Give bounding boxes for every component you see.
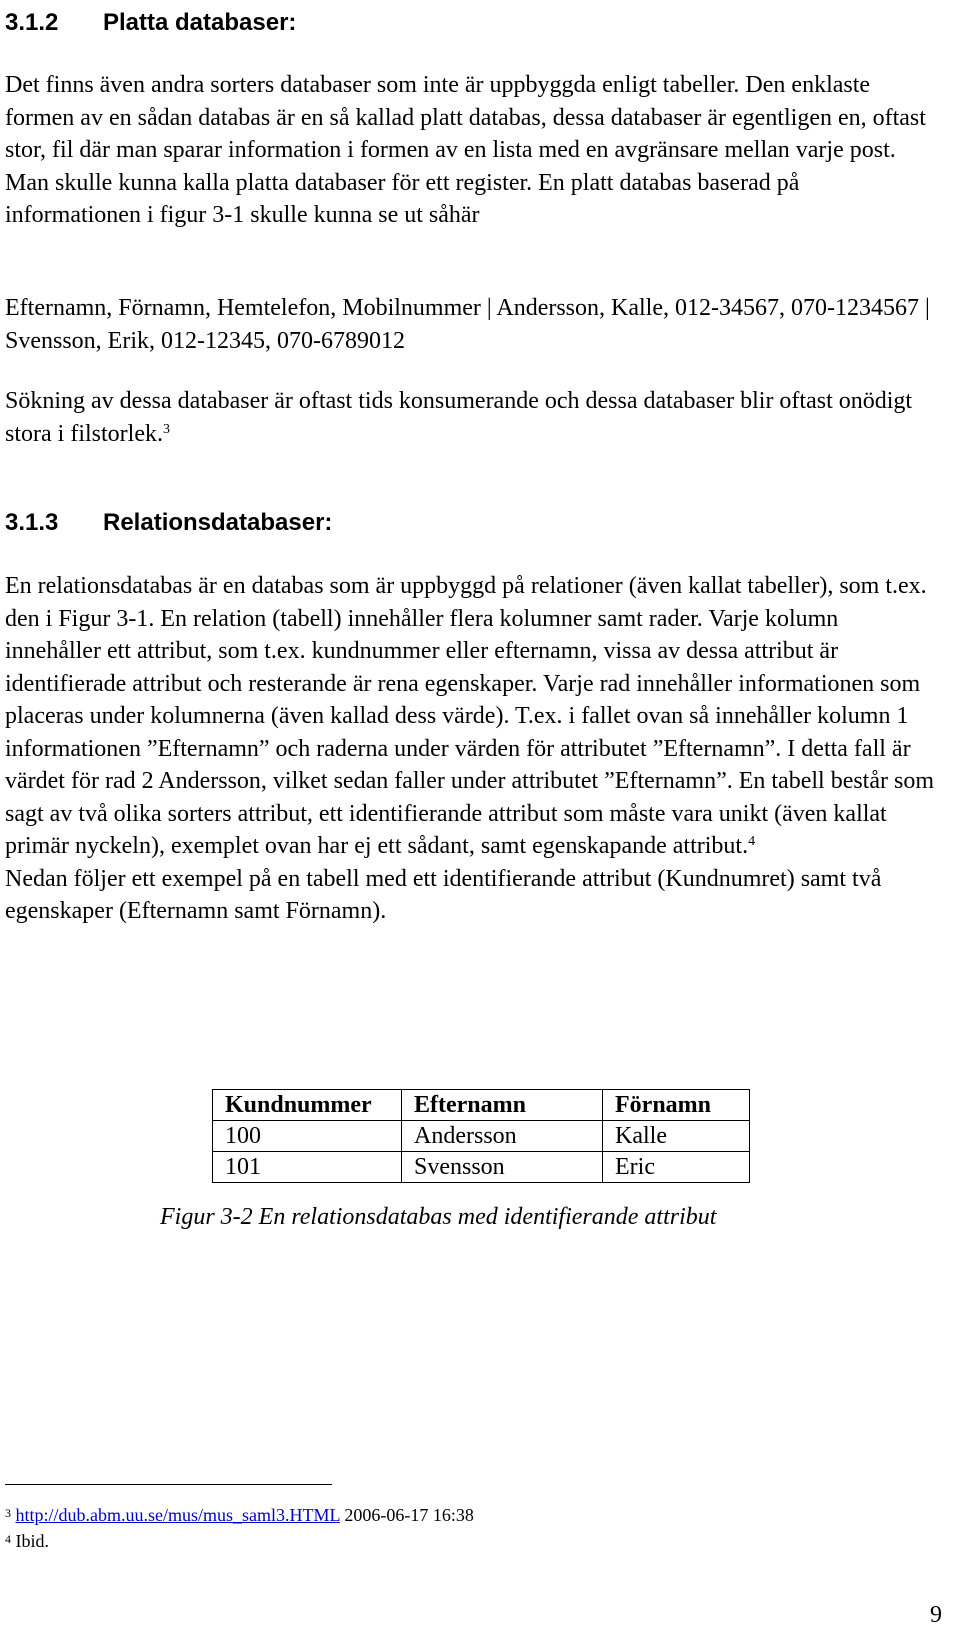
- footnote-ref[interactable]: 4: [748, 834, 756, 849]
- paragraph-relational-db: [5, 570, 935, 928]
- footnote-text: 2006-06-17 16:38: [339, 1505, 474, 1525]
- section-title: Relationsdatabaser:: [103, 509, 333, 536]
- footnote-divider: [5, 1484, 332, 1485]
- table-cell: Svensson: [402, 1152, 603, 1183]
- table-cell: Kalle: [603, 1121, 750, 1152]
- footnote-link[interactable]: http://dub.abm.uu.se/mus/mus_saml3.HTML: [15, 1505, 340, 1525]
- paragraph-text: Det finns även andra sorters databaser som inte är uppbyggda enligt tabeller. Den enklaste formen av en sådan databas är en så kallad platt databas, dessa databaser är egentligen en, oftast stor, fil där man sparar information i formen av en lista med en avgränsare mellan varje post. Man skulle kunna kalla platta databaser för ett register. En platt databas baserad på informationen i figur 3-1 skulle kunna se ut såhär: [5, 72, 926, 228]
- table-row: [213, 1152, 750, 1183]
- footnote-ref[interactable]: 3: [162, 421, 170, 437]
- table-header-row: [213, 1090, 750, 1121]
- table-cell: 101: [213, 1152, 402, 1183]
- paragraph-text: En relationsdatabas är en databas som är uppbyggd på relationer (även kallat tabeller), som t.ex. den i Figur 3-1. En relation (tabell) innehåller flera kolumner samt rader. Varje kolumn innehåller ett attribut, som t.ex. kundnummer eller efternamn, vissa av dessa attribut är identifierade attribut och resterande är rena egenskaper. Varje rad innehåller informationen som placeras under kolumnerna (även kallad dess värde). T.ex. i fallet ovan så innehåller kolumn 1 informationen ”Efternamn” och raderna under värden för attributet ”Efternamn”. I detta fall är värdet för rad 2 Andersson, vilket sedan faller under attributet ”Efternamn”. En tabell består som sagt av två olika sorters attribut, ett identifierande attribut som måste vara unikt (även kallat primär nyckeln), exemplet ovan har ej ett sådant, samt egenskapande attribut.: [5, 573, 935, 859]
- column-header: Efternamn: [402, 1090, 603, 1121]
- paragraph-text: Nedan följer ett exempel på en tabell med ett identifierande attribut (Kundnumret) samt två egenskaper (Efternamn samt Förnamn).: [5, 865, 882, 924]
- section-number: 3.1.2: [5, 9, 59, 36]
- table-cell: Andersson: [402, 1121, 603, 1152]
- table-cell: Eric: [603, 1152, 750, 1183]
- footnote-3: [5, 1502, 474, 1528]
- section-title: Platta databaser:: [103, 9, 297, 36]
- column-header: Förnamn: [603, 1090, 750, 1121]
- footnote-text: Ibid.: [15, 1531, 49, 1551]
- example-table: [212, 1089, 750, 1183]
- footnote-number: 4: [5, 1532, 11, 1546]
- table-row: [213, 1121, 750, 1152]
- paragraph-text: Efternamn, Förnamn, Hemtelefon, Mobilnummer | Andersson, Kalle, 012-34567, 070-1234567 | Svensson, Erik, 012-12345, 070-6789012: [5, 295, 930, 354]
- section-number: 3.1.3: [5, 509, 59, 536]
- figure-caption: Figur 3-2 En relationsdatabas med identifierande attribut: [160, 1204, 717, 1230]
- paragraph-flat-db-example: [5, 292, 935, 357]
- table-cell: 100: [213, 1121, 402, 1152]
- paragraph-flat-db-intro: [5, 69, 935, 232]
- page-number: 9: [930, 1602, 942, 1628]
- footnote-number: 3: [5, 1506, 11, 1520]
- section-heading-platta: [5, 9, 296, 37]
- footnote-4: [5, 1528, 49, 1554]
- section-heading-relations: [5, 509, 332, 537]
- paragraph-flat-db-search: [5, 385, 935, 450]
- paragraph-text: Sökning av dessa databaser är oftast tids konsumerande och dessa databaser blir oftast onödigt stora i filstorlek.: [5, 388, 913, 447]
- column-header: Kundnummer: [213, 1090, 402, 1121]
